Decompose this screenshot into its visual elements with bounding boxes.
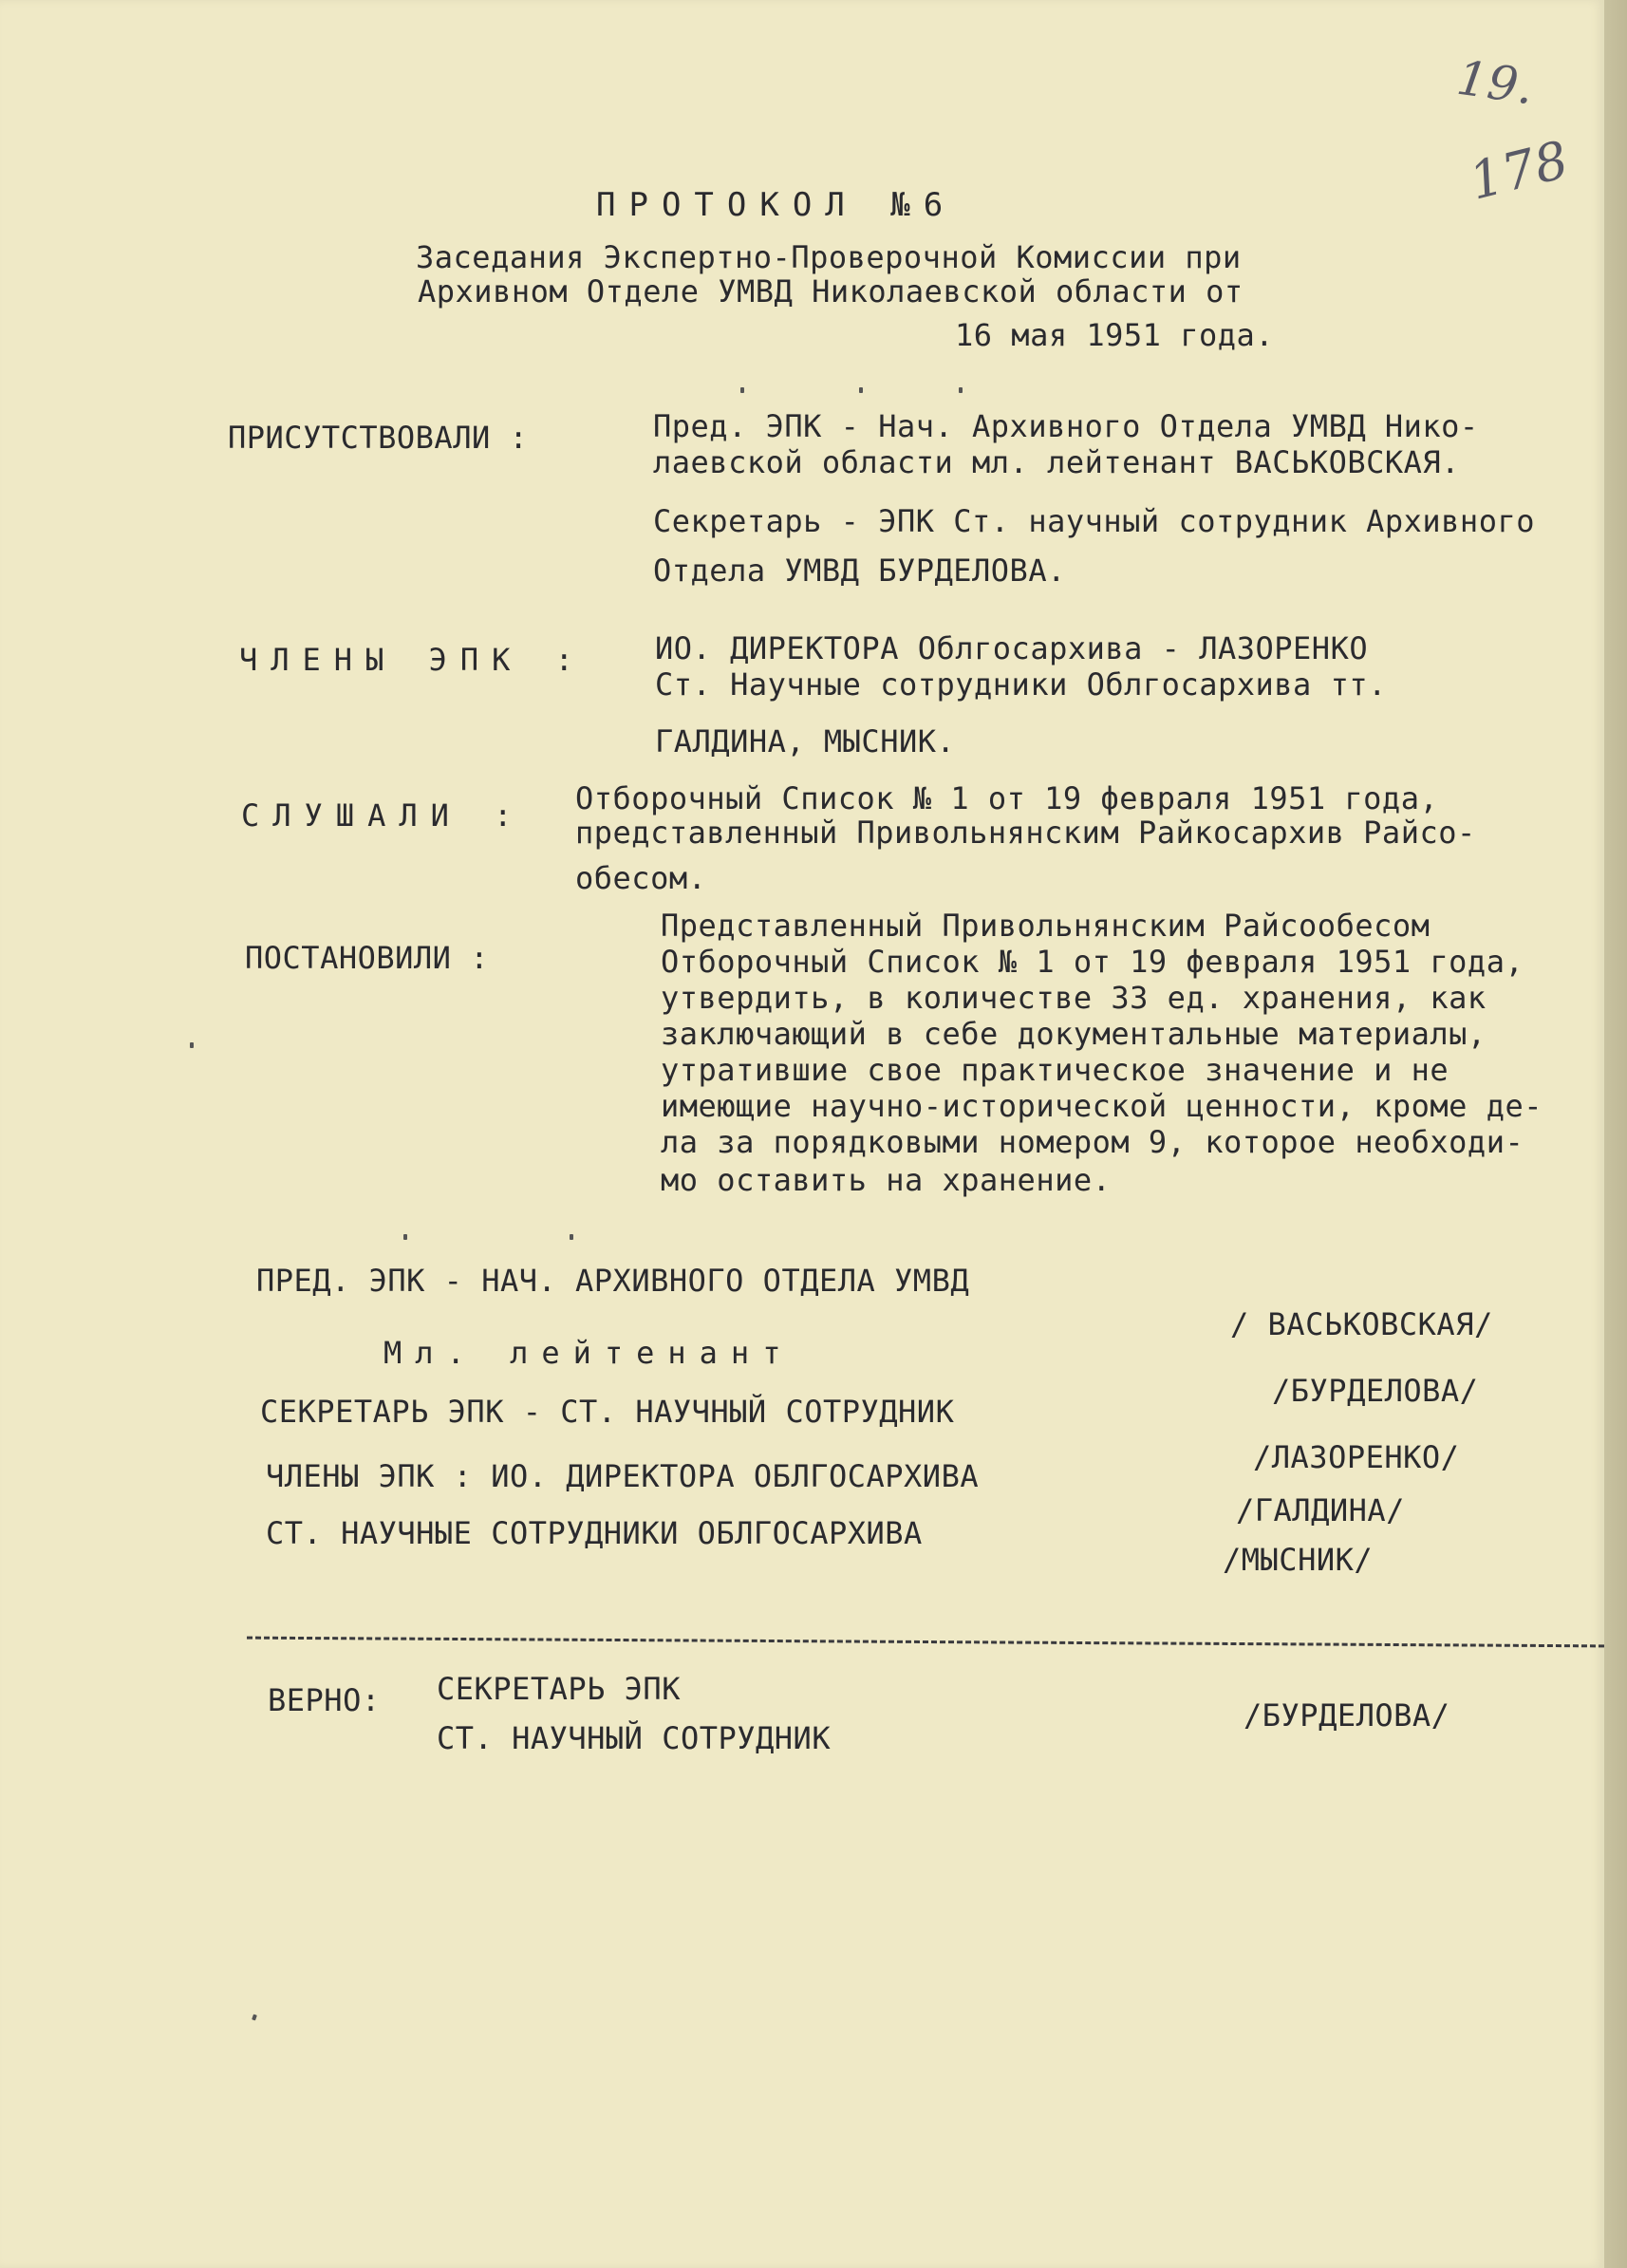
certified-name: /БУРДЕЛОВА/ bbox=[1244, 1697, 1450, 1734]
signature-secretary-name: /БУРДЕЛОВА/ bbox=[1272, 1373, 1479, 1409]
certified-line-1: СЕКРЕТАРЬ ЭПК bbox=[437, 1671, 681, 1707]
signature-chair-title: ПРЕД. ЭПК - НАЧ. АРХИВНОГО ОТДЕЛА УМВД bbox=[256, 1263, 970, 1299]
header-line-2: Архивном Отделе УМВД Николаевской области от bbox=[418, 273, 1244, 309]
resolved-line-7: ла за порядковыми номером 9, которое необходи- bbox=[661, 1124, 1524, 1160]
resolved-line-2: Отборочный Список № 1 от 19 февраля 1951 года, bbox=[661, 944, 1524, 980]
resolved-line-4: заключающий в себе документальные материалы, bbox=[661, 1016, 1487, 1052]
members-label: ЧЛЕНЫ ЭПК : bbox=[239, 642, 587, 678]
resolved-label: ПОСТАНОВИЛИ : bbox=[245, 940, 489, 976]
archive-mark-upper: 19. bbox=[1453, 49, 1538, 116]
signature-staff-title: СТ. НАУЧНЫЕ СОТРУДНИКИ ОБЛГОСАРХИВА bbox=[266, 1515, 923, 1551]
resolved-line-6: имеющие научно-исторической ценности, кроме де- bbox=[661, 1088, 1543, 1124]
separator-line bbox=[247, 1637, 1604, 1648]
certified-line-2: СТ. НАУЧНЫЙ СОТРУДНИК bbox=[437, 1720, 832, 1756]
document-title: ПРОТОКОЛ №6 bbox=[596, 186, 957, 224]
signature-secretary-title: СЕКРЕТАРЬ ЭПК - СТ. НАУЧНЫЙ СОТРУДНИК bbox=[260, 1394, 955, 1430]
resolved-line-3: утвердить, в количестве 33 ед. хранения, как bbox=[661, 980, 1487, 1016]
present-line-1: Пред. ЭПК - Нач. Архивного Отдела УМВД Нико- bbox=[653, 408, 1479, 444]
heard-label: СЛУШАЛИ : bbox=[241, 797, 526, 834]
header-line-1: Заседания Экспертно-Проверочной Комиссии при bbox=[416, 239, 1242, 275]
signature-members-title: ЧЛЕНЫ ЭПК : ИО. ДИРЕКТОРА ОБЛГОСАРХИВА bbox=[266, 1458, 980, 1494]
signature-member1-name: /ЛАЗОРЕНКО/ bbox=[1253, 1439, 1460, 1475]
heard-line-3: обесом. bbox=[575, 860, 707, 896]
members-line-2: Ст. Научные сотрудники Облгосархива тт. bbox=[655, 666, 1387, 703]
signature-chair-name: / ВАСЬКОВСКАЯ/ bbox=[1230, 1306, 1493, 1342]
present-line-2: лаевской области мл. лейтенант ВАСЬКОВСКАЯ. bbox=[653, 444, 1460, 480]
members-line-1: ИО. ДИРЕКТОРА Облгосархива - ЛАЗОРЕНКО bbox=[655, 630, 1369, 666]
present-line-3: Секретарь - ЭПК Ст. научный сотрудник Архивного bbox=[653, 503, 1535, 539]
present-label: ПРИСУТСТВОВАЛИ : bbox=[228, 420, 529, 456]
page-edge bbox=[1604, 0, 1627, 2268]
signature-member2-name: /ГАЛДИНА/ bbox=[1236, 1492, 1405, 1528]
members-line-3: ГАЛДИНА, МЫСНИК. bbox=[655, 723, 956, 759]
signature-member3-name: /МЫСНИК/ bbox=[1223, 1542, 1374, 1578]
certified-label: ВЕРНО: bbox=[268, 1682, 381, 1718]
header-date: 16 мая 1951 года. bbox=[955, 317, 1275, 353]
present-line-4: Отдела УМВД БУРДЕЛОВА. bbox=[653, 553, 1066, 589]
resolved-line-1: Представленный Привольнянским Райсообесом bbox=[661, 908, 1431, 944]
heard-line-2: представленный Привольнянским Райкосархив Райсо- bbox=[575, 815, 1476, 851]
archive-mark-lower: 178 bbox=[1463, 129, 1575, 212]
resolved-line-8: мо оставить на хранение. bbox=[661, 1162, 1112, 1198]
signature-chair-rank: Мл. лейтенант bbox=[383, 1335, 795, 1371]
resolved-line-5: утратившие свое практическое значение и не bbox=[661, 1052, 1449, 1088]
heard-line-1: Отборочный Список № 1 от 19 февраля 1951 года, bbox=[575, 780, 1439, 816]
